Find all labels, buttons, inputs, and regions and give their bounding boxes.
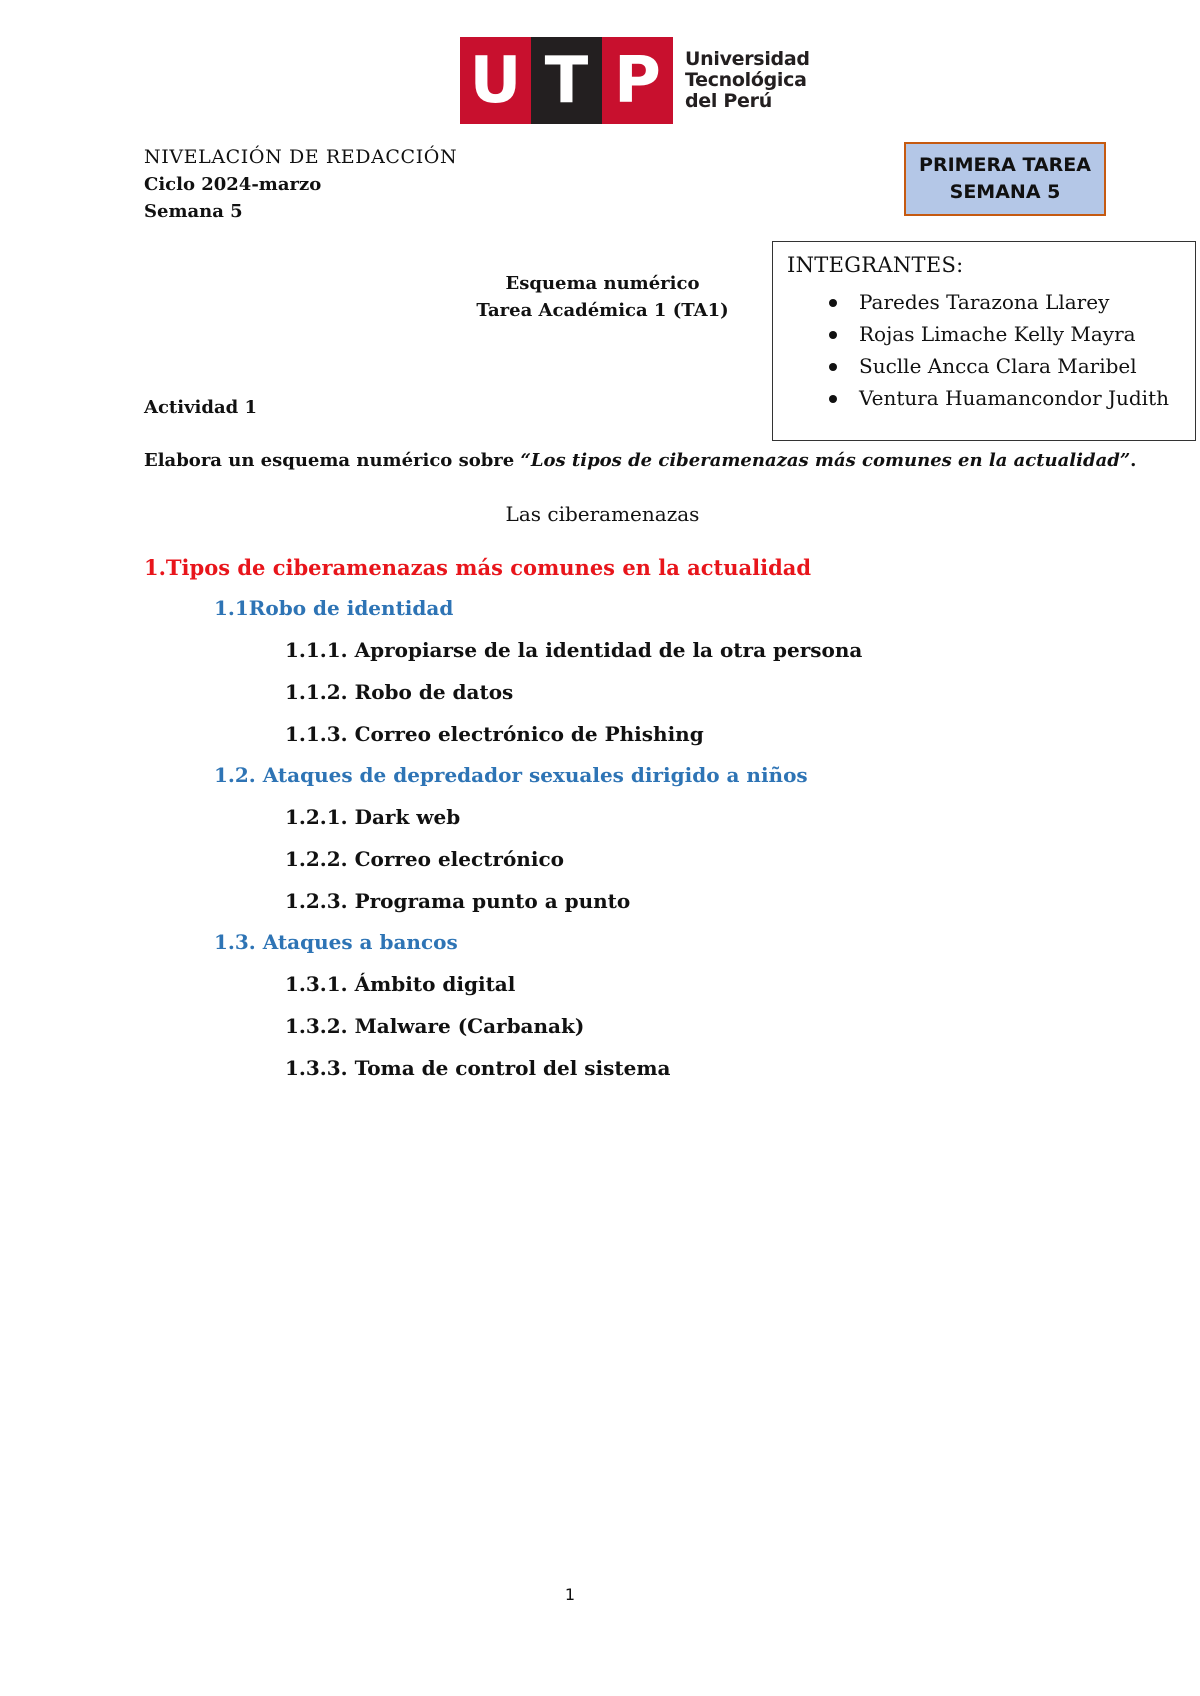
- member-item: Paredes Tarazona Llarey: [787, 286, 1195, 318]
- instruction-topic: “Los tipos de ciberamenazas más comunes en la actualidad”: [520, 450, 1131, 471]
- outline-section: 1.1Robo de identidad: [214, 596, 454, 620]
- instruction-prefix: Elabora un esquema numérico sobre: [144, 450, 521, 471]
- page-number: 1: [564, 1585, 576, 1604]
- logo-wordmark: [685, 49, 810, 112]
- member-item: Ventura Huamancondor Judith: [787, 382, 1195, 414]
- logo-letter-p: P: [602, 37, 673, 124]
- task-heading: Tarea Académica 1 (TA1): [476, 300, 729, 321]
- outline-main: 1.Tipos de ciberamenazas más comunes en la actualidad: [144, 555, 812, 580]
- members-title: INTEGRANTES:: [787, 253, 964, 277]
- outline-section: 1.2. Ataques de depredador sexuales dirigido a niños: [214, 763, 808, 787]
- member-item: Rojas Limache Kelly Mayra: [787, 318, 1195, 350]
- course-name: NIVELACIÓN DE REDACCIÓN: [144, 146, 458, 168]
- document-title: [420, 270, 785, 324]
- members-list: [787, 286, 1195, 414]
- document-header: [144, 144, 457, 225]
- outline-item: 1.2.1. Dark web: [285, 805, 461, 829]
- outline-item: 1.1.3. Correo electrónico de Phishing: [285, 722, 704, 746]
- outline-item: 1.2.2. Correo electrónico: [285, 847, 564, 871]
- logo-letter-t: T: [531, 37, 602, 124]
- utp-logo: [460, 37, 810, 124]
- logo-letter-u: U: [460, 37, 531, 124]
- badge-line: PRIMERA TAREA: [919, 154, 1091, 176]
- logo-line: Tecnológica: [685, 69, 807, 91]
- task-badge: [904, 142, 1106, 216]
- activity-label: Actividad 1: [144, 397, 258, 418]
- badge-line: SEMANA 5: [949, 181, 1061, 203]
- outline-item: 1.1.2. Robo de datos: [285, 680, 514, 704]
- cycle-label: Ciclo 2024-marzo: [144, 174, 322, 195]
- scheme-title: Las ciberamenazas: [505, 502, 700, 526]
- member-item: Suclle Ancca Clara Maribel: [787, 350, 1195, 382]
- instruction-suffix: .: [1130, 450, 1137, 471]
- outline-item: 1.3.2. Malware (Carbanak): [285, 1014, 585, 1038]
- outline-item: 1.3.3. Toma de control del sistema: [285, 1056, 671, 1080]
- members-box: [772, 241, 1196, 441]
- scheme-heading: Esquema numérico: [505, 273, 700, 294]
- outline-section: 1.3. Ataques a bancos: [214, 930, 458, 954]
- outline-item: 1.2.3. Programa punto a punto: [285, 889, 631, 913]
- outline-item: 1.1.1. Apropiarse de la identidad de la otra persona: [285, 638, 863, 662]
- instruction-text: [144, 450, 1136, 471]
- week-label: Semana 5: [144, 201, 243, 222]
- logo-line: Universidad: [685, 48, 810, 70]
- logo-line: del Perú: [685, 90, 772, 112]
- outline-item: 1.3.1. Ámbito digital: [285, 972, 516, 996]
